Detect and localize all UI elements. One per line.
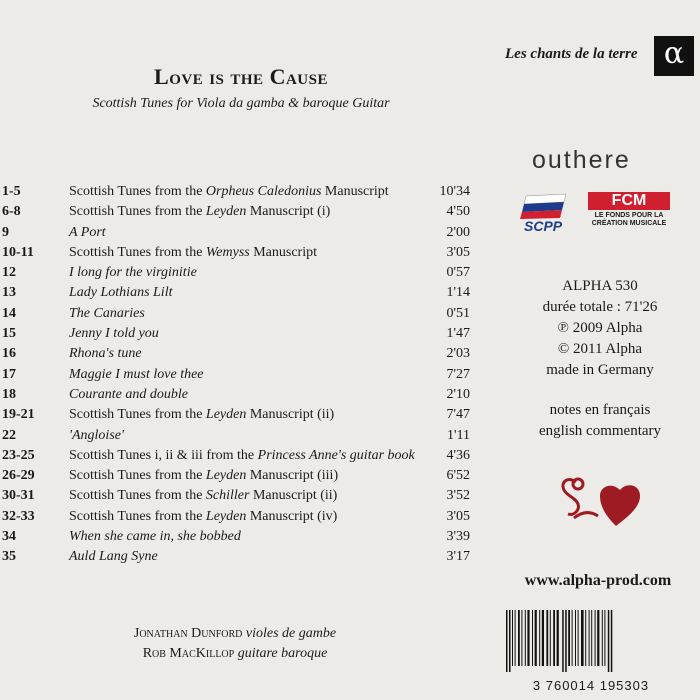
track-number: 32-33 xyxy=(2,508,35,524)
track-row xyxy=(0,547,470,567)
track-row xyxy=(0,426,470,446)
credit-line xyxy=(0,644,470,664)
track-duration: 3'39 xyxy=(446,529,470,545)
track-title: Lady Lothians Lilt xyxy=(69,285,173,301)
track-duration: 1'47 xyxy=(446,326,470,342)
heart-emblem-icon xyxy=(554,472,646,532)
track-title: Scottish Tunes from the Wemyss Manuscript xyxy=(69,244,317,260)
track-title: The Canaries xyxy=(69,305,145,321)
outhere-logo xyxy=(532,146,631,175)
alpha-logo-icon: α xyxy=(654,36,694,76)
performer-name: Jonathan Dunford xyxy=(133,626,243,641)
track-list xyxy=(0,182,470,568)
fcm-subtitle-line2: CRÉATION MUSICALE xyxy=(591,220,667,227)
album-title: Love is the Cause xyxy=(154,64,328,89)
performer-role: guitare baroque xyxy=(237,646,328,661)
track-duration: 7'27 xyxy=(446,366,470,382)
track-duration: 3'05 xyxy=(446,244,470,260)
track-duration: 0'57 xyxy=(446,265,470,281)
track-duration: 3'05 xyxy=(446,508,470,524)
track-number: 22 xyxy=(2,427,16,443)
track-title: Scottish Tunes from the Leyden Manuscript (i) xyxy=(69,204,331,220)
track-duration: 2'03 xyxy=(446,346,470,362)
notes-info xyxy=(500,400,700,442)
track-row xyxy=(0,466,470,486)
performer-credits xyxy=(0,624,470,664)
track-row xyxy=(0,344,470,364)
release-info xyxy=(500,276,700,381)
fcm-label: FCM xyxy=(588,192,670,210)
track-title: Scottish Tunes from the Leyden Manuscript (ii) xyxy=(69,407,335,423)
track-number: 34 xyxy=(2,529,16,545)
track-number: 12 xyxy=(2,265,16,281)
track-row xyxy=(0,202,470,222)
outhere-text: outhere xyxy=(532,146,631,174)
track-title: Jenny I told you xyxy=(69,326,159,342)
track-number: 35 xyxy=(2,549,16,565)
track-number: 18 xyxy=(2,386,16,402)
track-number: 23-25 xyxy=(2,447,35,463)
scpp-logo xyxy=(520,192,572,236)
track-title: Rhona's tune xyxy=(69,346,142,362)
notes-french: notes en français xyxy=(549,402,651,418)
track-title: 'Angloise' xyxy=(69,427,124,443)
track-title: Scottish Tunes i, ii & iii from the Princess Anne's guitar book xyxy=(69,447,415,463)
track-row xyxy=(0,527,470,547)
track-duration: 3'17 xyxy=(446,549,470,565)
track-row xyxy=(0,507,470,527)
track-row xyxy=(0,324,470,344)
performer-name: Rob MacKillop xyxy=(142,646,235,661)
track-row xyxy=(0,385,470,405)
track-title: Courante and double xyxy=(69,386,188,402)
track-number: 26-29 xyxy=(2,468,35,484)
track-duration: 2'00 xyxy=(446,224,470,240)
track-duration: 0'51 xyxy=(446,305,470,321)
credit-line xyxy=(0,624,470,644)
origin-notice: made in Germany xyxy=(546,362,654,378)
website-link[interactable]: www.alpha-prod.com xyxy=(524,572,672,589)
track-title: Maggie I must love thee xyxy=(69,366,204,382)
track-row xyxy=(0,283,470,303)
track-duration: 10'34 xyxy=(439,184,470,199)
label-series-name: Les chants de la terre xyxy=(505,46,638,62)
track-title: I long for the virginitie xyxy=(69,265,197,281)
copyright-notice: © 2011 Alpha xyxy=(557,341,643,357)
track-duration: 3'52 xyxy=(446,488,470,504)
track-number: 14 xyxy=(2,305,16,321)
track-row xyxy=(0,446,470,466)
barcode-digits: 3 760014 195303 xyxy=(532,678,650,693)
track-title: Auld Lang Syne xyxy=(69,549,158,565)
track-title: When she came in, she bobbed xyxy=(69,529,241,545)
track-duration: 2'10 xyxy=(446,386,470,402)
track-number: 6-8 xyxy=(2,204,21,220)
track-number: 17 xyxy=(2,366,16,382)
track-duration: 1'11 xyxy=(446,427,470,443)
track-number: 15 xyxy=(2,326,16,342)
track-number: 30-31 xyxy=(2,488,35,504)
track-row xyxy=(0,263,470,283)
track-row xyxy=(0,182,470,202)
track-duration: 7'47 xyxy=(446,407,470,423)
track-number: 1-5 xyxy=(2,184,21,199)
phonogram-notice: ℗ 2009 Alpha xyxy=(557,320,643,336)
album-subtitle: Scottish Tunes for Viola da gamba & baroque Guitar xyxy=(92,96,390,111)
track-number: 13 xyxy=(2,285,16,301)
track-number: 10-11 xyxy=(2,244,34,260)
track-title: Scottish Tunes from the Leyden Manuscript (iii) xyxy=(69,468,339,484)
track-title: Scottish Tunes from the Schiller Manuscript (ii) xyxy=(69,488,338,504)
barcode xyxy=(500,610,682,693)
fcm-subtitle-line1: LE FONDS POUR LA xyxy=(594,212,664,219)
track-row xyxy=(0,304,470,324)
fcm-subtitle xyxy=(588,212,670,228)
track-duration: 1'14 xyxy=(446,285,470,301)
track-title: Scottish Tunes from the Leyden Manuscript (iv) xyxy=(69,508,338,524)
track-row xyxy=(0,486,470,506)
track-row xyxy=(0,243,470,263)
track-number: 9 xyxy=(2,224,9,240)
notes-english: english commentary xyxy=(538,423,662,439)
track-row xyxy=(0,223,470,243)
barcode-bars-icon xyxy=(500,610,682,672)
track-duration: 4'50 xyxy=(446,204,470,220)
track-title: A Port xyxy=(69,224,106,240)
performer-role: violes de gambe xyxy=(245,626,337,641)
track-title: Scottish Tunes from the Orpheus Caledonius Manuscript xyxy=(69,184,389,199)
track-duration: 6'52 xyxy=(446,468,470,484)
track-row xyxy=(0,365,470,385)
scpp-flag-icon xyxy=(520,192,572,220)
scpp-label: SCPP xyxy=(524,218,563,234)
fcm-logo xyxy=(588,192,670,236)
track-number: 16 xyxy=(2,346,16,362)
track-duration: 4'36 xyxy=(446,447,470,463)
total-duration: durée totale : 71'26 xyxy=(542,299,658,315)
track-number: 19-21 xyxy=(2,407,35,423)
catalog-number: ALPHA 530 xyxy=(562,278,638,294)
track-row xyxy=(0,405,470,425)
